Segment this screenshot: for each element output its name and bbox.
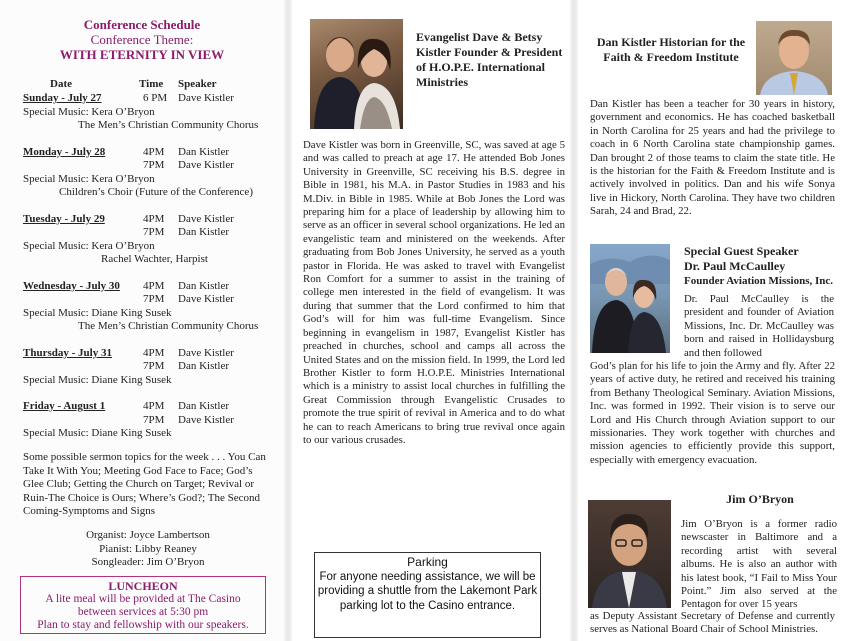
- paul-bio: God’s plan for his life to join the Army and fly. After 22 years of active duty, he retired and received his training from Bethany Theological Seminary. Aviation Missions, Inc. was formed in 1992. Their vision is to serve our Lord and His Church through Aviation support to our missionaries. They work together with churches and mission agencies to efficiently provide this support, especially with emergency evacuation.: [590, 360, 835, 466]
- schedule-day: [23, 213, 278, 227]
- day-date: Thursday - July 31: [23, 346, 112, 359]
- schedule-day: [23, 146, 278, 160]
- special-music: Special Music: Diane King Susek: [23, 373, 172, 386]
- session-speaker: Dan Kistler: [178, 360, 230, 372]
- special-music: Special Music: Kera O’Bryon: [23, 239, 155, 252]
- session-speaker: Dave Kistler: [178, 92, 234, 104]
- session-time: 7PM: [143, 226, 165, 238]
- special-music-extra: The Men’s Christian Community Chorus: [78, 119, 259, 131]
- paul-heading-2: Dr. Paul McCaulley: [684, 259, 786, 273]
- paul-heading-1: Special Guest Speaker: [684, 244, 799, 258]
- session-time: 7PM: [143, 360, 165, 372]
- jim-bio: as Deputy Assistant Secretary of Defense and currently serves as National Board Chair of School Ministries.: [590, 610, 835, 636]
- jim-bio-side: Jim O’Bryon is a former radio newscaster in Baltimore and a recording artist with several albums. He is also an author with his latest book, “I Fail to Miss Your Point.” Jim also served at the Pentagon for over 15 years: [681, 518, 837, 611]
- session-row: [23, 159, 278, 173]
- session-speaker: Dan Kistler: [178, 226, 230, 238]
- parking-title: Parking: [407, 555, 448, 569]
- paul-mccaulley-photo: [590, 244, 670, 353]
- session-time: 7PM: [143, 293, 165, 305]
- session-row: [23, 414, 278, 428]
- luncheon-line2: between services at 5:30 pm: [77, 606, 209, 618]
- paul-heading-3: Founder Aviation Missions, Inc.: [684, 275, 834, 287]
- session-time: 4PM: [143, 279, 165, 292]
- day-date: Friday - August 1: [23, 400, 106, 412]
- special-music: Special Music: Kera O’Bryon: [23, 172, 155, 185]
- luncheon-line1: A lite meal will be provided at The Casino: [45, 593, 241, 605]
- schedule-title: Conference Schedule: [83, 17, 201, 32]
- fold-line: [284, 0, 292, 641]
- schedule-table: [23, 78, 278, 441]
- session-time: 6 PM: [143, 92, 168, 104]
- dan-heading: Dan Kistler Historian for the Faith & Freedom Institute: [596, 35, 746, 64]
- parking-box: [314, 552, 541, 638]
- sermon-topics: Some possible sermon topics for the week . . . You Can Take It With You; Meeting God Face to Face; God’s Glee Club; Getting the Church on Target; Revival or Ruin-The Choice is Ours; Where’s God?; The Second Coming-Symptoms and Signs: [23, 451, 266, 517]
- songleader: Songleader: Jim O’Bryon: [91, 556, 205, 568]
- dave-betsy-photo: [310, 19, 403, 129]
- schedule-header: [23, 78, 278, 92]
- organist: Organist: Joyce Lambertson: [86, 529, 210, 541]
- pianist: Pianist: Libby Reaney: [99, 542, 197, 555]
- theme-label: Conference Theme:: [90, 32, 194, 47]
- header-time: Time: [139, 78, 164, 90]
- dan-bio: Dan Kistler has been a teacher for 30 years in history, government and economics. He has coached basketball in North Carolina for 25 years and had the privilege to coach in 6 North Carolina state championship games. Dan brought 2 of those teams to claim the state title. He is the historian for the Faith & Freedom Institute and is actively involved in politics. Dan and his wife Sonya live in Hickory, North Carolina. They have two children Sarah, 24 and Brad, 22.: [590, 98, 835, 218]
- schedule-day: [23, 280, 278, 294]
- special-music-extra: Children’s Choir (Future of the Conference): [59, 186, 253, 198]
- music-staff: [23, 529, 273, 570]
- luncheon-title: LUNCHEON: [108, 579, 178, 593]
- session-time: 4PM: [143, 400, 165, 412]
- schedule-day: [23, 347, 278, 361]
- dan-photo: [756, 21, 832, 95]
- fold-line: [570, 0, 578, 641]
- session-row: [23, 360, 278, 374]
- session-speaker: Dave Kistler: [178, 159, 234, 171]
- paul-bio-side: Dr. Paul McCaulley is the president and founder of Aviation Missions, Inc. Dr. McCaulley was born and raised in Hollidaysburg and then followed: [684, 293, 834, 359]
- session-time: 7PM: [143, 159, 165, 171]
- special-music: Special Music: Diane King Susek: [23, 306, 172, 319]
- session-time: 7PM: [143, 413, 165, 426]
- special-music: Special Music: Kera O’Bryon: [23, 105, 155, 118]
- session-speaker: Dave Kistler: [178, 212, 234, 225]
- jim-obryon-photo: [588, 500, 671, 608]
- session-speaker: Dave Kistler: [178, 293, 234, 305]
- header-speaker: Speaker: [178, 78, 217, 90]
- parking-text: For anyone needing assistance, we will be providing a shuttle from the Lakemont Park parking lot to the Casino entrance.: [317, 570, 538, 612]
- dave-heading: Evangelist Dave & Betsy Kistler Founder & President of H.O.P.E. International Ministries: [416, 30, 563, 89]
- day-date: Sunday - July 27: [23, 92, 102, 104]
- theme-title: WITH ETERNITY IN VIEW: [59, 47, 225, 62]
- session-speaker: Dave Kistler: [178, 413, 234, 426]
- session-row: [23, 226, 278, 240]
- session-speaker: Dan Kistler: [178, 279, 230, 292]
- session-time: 4PM: [143, 346, 165, 359]
- header-date: Date: [50, 78, 72, 90]
- dave-bio: Dave Kistler was born in Greenville, SC, was saved at age 5 and was called to preach at age 17. He attended Bob Jones University in Greenville, SC receiving his B.S. degree in Bible in 1981, his M.A. in Pastor Studies in 1983 and his M.Div. in Bible in 1985. While at Bob Jones the Lord was preparing him for a place of leadership by allowing him to serve as an officer in several school organizations. He led an evangelistic team and ministered on the weekends. After graduating from Bob Jones University, he served as a youth pastor in Florida. He was asked to travel with Evangelist Ron Comfort for a summer to assist in the training of college men interested in the field of evangelism. It was during that summer that the Lord confirmed to him that God’s will for him was full-time Evangelism. Since beginning in evangelism in 1987, Evangelist Kistler has preached in churches, school and camps all across the United States and on the mission field. In 1999, the Lord led Brother Kistler to form H.O.P.E. Ministries International which is a ministry to assist local churches in fulfilling the Great Commission through Evangelistic Crusades to promote the true spirit of revival in America and to do what he can to reach Americans to bring true revival once again to our various crusades.: [303, 139, 565, 446]
- special-music-extra: The Men’s Christian Community Chorus: [78, 320, 259, 332]
- schedule-day: [23, 400, 278, 414]
- schedule-day: [23, 92, 278, 106]
- day-date: Tuesday - July 29: [23, 212, 105, 225]
- day-date: Monday - July 28: [23, 145, 106, 158]
- special-music: Special Music: Diane King Susek: [23, 427, 172, 439]
- jim-heading: Jim O’Bryon: [726, 492, 794, 506]
- session-speaker: Dan Kistler: [178, 145, 230, 158]
- luncheon-box: [20, 576, 266, 634]
- luncheon-line3: Plan to stay and fellowship with our speakers.: [37, 619, 249, 631]
- session-time: 4PM: [143, 145, 165, 158]
- session-row: [23, 293, 278, 307]
- session-speaker: Dave Kistler: [178, 346, 234, 359]
- day-date: Wednesday - July 30: [23, 279, 120, 292]
- session-speaker: Dan Kistler: [178, 400, 230, 412]
- session-time: 4PM: [143, 212, 165, 225]
- special-music-extra: Rachel Wachter, Harpist: [101, 253, 208, 265]
